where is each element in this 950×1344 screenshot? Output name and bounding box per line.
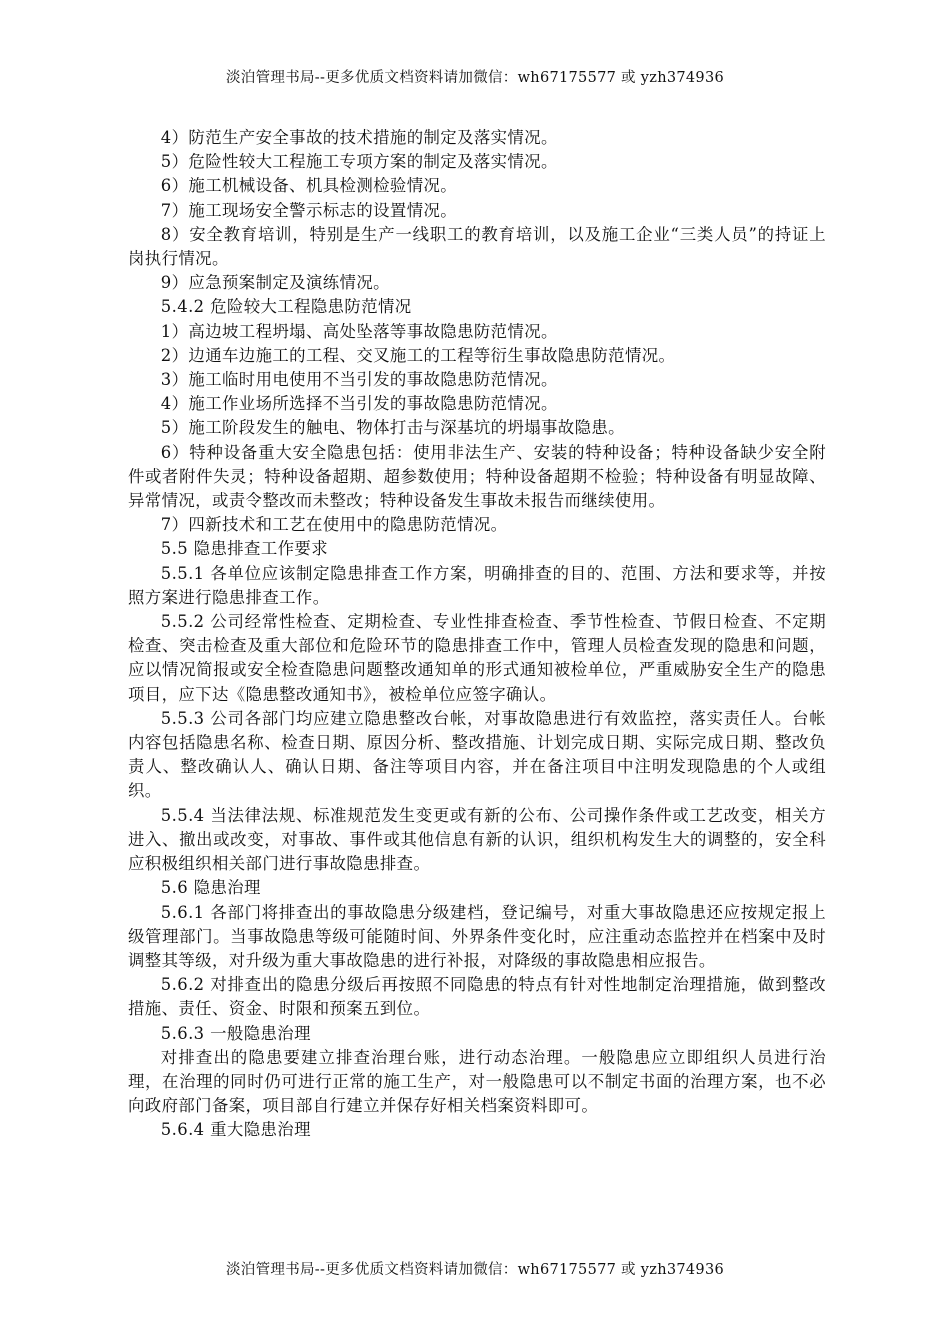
paragraph: 5.5.3 公司各部门均应建立隐患整改台帐，对事故隐患进行有效监控，落实责任人。台帐内容包括隐患名称、检查日期、原因分析、整改措施、计划完成日期、实际完成日期、整改负责人、整改确认人、确认日期、备注等项目内容，并在备注项目中注明发现隐患的个人或组织。 xyxy=(128,708,826,801)
page-header: 淡泊管理书局--更多优质文档资料请加微信：wh67175577 或 yzh374936 xyxy=(226,70,724,86)
page-footer: 淡泊管理书局--更多优质文档资料请加微信：wh67175577 或 yzh374936 xyxy=(226,1262,724,1278)
paragraph: 7）四新技术和工艺在使用中的隐患防范情况。 xyxy=(160,515,508,535)
paragraph: 5.5.2 公司经常性检查、定期检查、专业性排查检查、季节性检查、节假日检查、不定期检查、突击检查及重大部位和危险环节的隐患排查工作中，管理人员检查发现的隐患和问题，应以情况简报或安全检查隐患问题整改通知单的形式通知被检单位，严重威胁安全生产的隐患项目，应下达《隐患整改通知书》，被检单位应签字确认。 xyxy=(128,612,826,704)
document-body xyxy=(128,126,826,1143)
paragraph: 1）高边坡工程坍塌、高处坠落等事故隐患防范情况。 xyxy=(160,321,558,341)
section-heading: 5.4.2 危险较大工程隐患防范情况 xyxy=(160,297,412,317)
section-heading: 5.6.4 重大隐患治理 xyxy=(160,1120,311,1140)
paragraph: 5.5.4 当法律法规、标准规范发生变更或有新的公布、公司操作条件或工艺改变，相关方进入、撤出或改变，对事故、事件或其他信息有新的认识，组织机构发生大的调整的，安全科应积极组织相关部门进行事故隐患排查。 xyxy=(128,805,826,874)
paragraph: 5）危险性较大工程施工专项方案的制定及落实情况。 xyxy=(160,152,558,172)
section-heading: 5.6.3 一般隐患治理 xyxy=(160,1023,311,1043)
paragraph: 5.5.1 各单位应该制定隐患排查工作方案，明确排查的目的、范围、方法和要求等，并按照方案进行隐患排查工作。 xyxy=(128,563,826,607)
paragraph: 5.6.2 对排查出的隐患分级后再按照不同隐患的特点有针对性地制定治理措施，做到整改措施、责任、资金、时限和预案五到位。 xyxy=(128,975,826,1019)
section-heading: 5.5 隐患排查工作要求 xyxy=(160,539,328,559)
paragraph: 3）施工临时用电使用不当引发的事故隐患防范情况。 xyxy=(160,370,558,390)
paragraph: 4）施工作业场所选择不当引发的事故隐患防范情况。 xyxy=(160,394,558,414)
paragraph: 5）施工阶段发生的触电、物体打击与深基坑的坍塌事故隐患。 xyxy=(160,418,625,438)
paragraph: 7）施工现场安全警示标志的设置情况。 xyxy=(160,200,458,220)
paragraph: 2）边通车边施工的工程、交叉施工的工程等衍生事故隐患防范情况。 xyxy=(160,345,676,365)
paragraph: 8）安全教育培训，特别是生产一线职工的教育培训，以及施工企业“三类人员”的持证上岗执行情况。 xyxy=(128,224,826,269)
paragraph: 6）施工机械设备、机具检测检验情况。 xyxy=(160,176,458,196)
section-heading: 5.6 隐患治理 xyxy=(160,878,261,898)
paragraph: 4）防范生产安全事故的技术措施的制定及落实情况。 xyxy=(160,128,558,147)
paragraph: 5.6.1 各部门将排查出的事故隐患分级建档，登记编号，对重大事故隐患还应按规定报上级管理部门。当事故隐患等级可能随时间、外界条件变化时，应注重动态监控并在档案中及时调整其等级，对升级为重大事故隐患的进行补报，对降级的事故隐患相应报告。 xyxy=(128,902,826,970)
paragraph: 9）应急预案制定及演练情况。 xyxy=(160,273,390,293)
paragraph: 对排查出的隐患要建立排查治理台账，进行动态治理。一般隐患应立即组织人员进行治理，在治理的同时仍可进行正常的施工生产，对一般隐患可以不制定书面的治理方案，也不必向政府部门备案，项目部自行建立并保存好相关档案资料即可。 xyxy=(128,1047,826,1116)
paragraph: 6）特种设备重大安全隐患包括：使用非法生产、安装的特种设备；特种设备缺少安全附件或者附件失灵；特种设备超期、超参数使用；特种设备超期不检验；特种设备有明显故障、异常情况，或责令整改而未整改；特种设备发生事故未报告而继续使用。 xyxy=(128,442,826,511)
